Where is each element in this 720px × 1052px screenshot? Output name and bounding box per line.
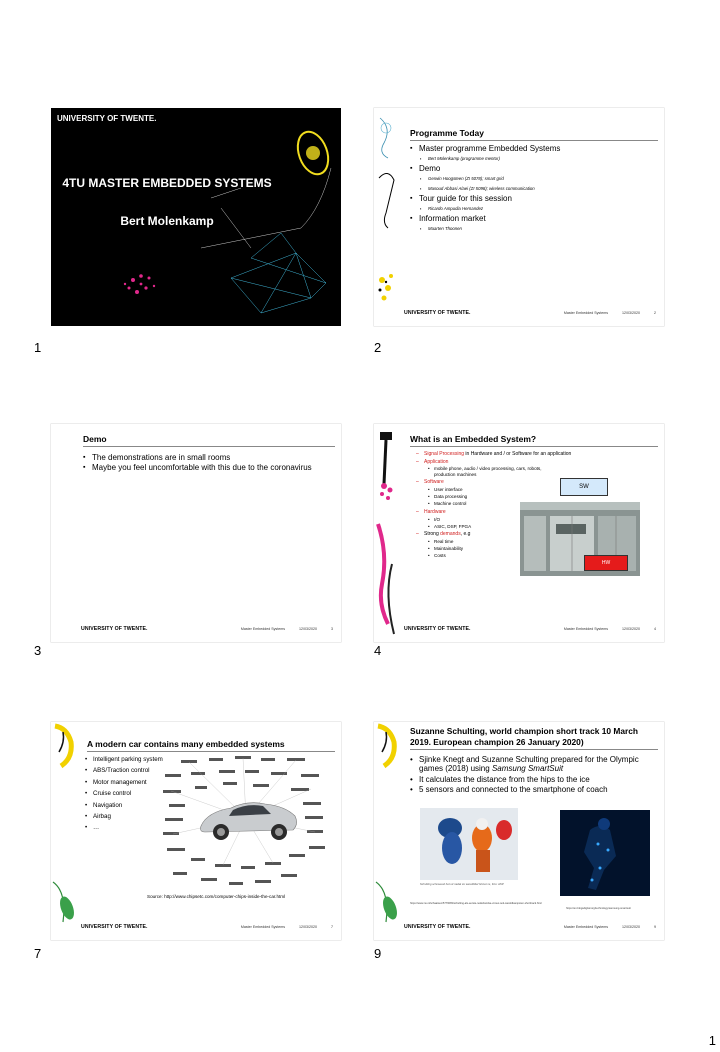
list-item: • Intelligent parking system xyxy=(85,754,165,765)
list-item: • ABS/Traction control xyxy=(85,765,165,776)
page-number: 1 xyxy=(708,1033,716,1048)
sub-item: • Maintainability xyxy=(410,545,660,552)
title-underline xyxy=(87,751,335,752)
car-systems-diagram xyxy=(161,754,331,894)
presentation-title: 4TU MASTER EMBEDDED SYSTEMS xyxy=(62,176,272,190)
source-url-1[interactable]: https://www.nu.nl/schaatsen/5776083/schulting-als-eerste-nederlandse-vrouw-ooit-wereldkampioen-shorttrack.html xyxy=(410,902,542,905)
slide-number: 2 xyxy=(374,340,382,355)
footer-page: 7 xyxy=(331,925,333,929)
slide-title: Demo xyxy=(83,434,107,444)
list-item: – Strong demands, e.g xyxy=(410,530,660,538)
demo-list xyxy=(83,453,313,473)
slide-footer xyxy=(404,924,656,934)
slide-1[interactable] xyxy=(51,108,341,326)
source-url-2[interactable]: https://en.blogsdigital.org/technology/samsung-smartsuit xyxy=(566,907,631,910)
list-item: • It calculates the distance from the hips to the ice xyxy=(410,775,660,785)
decoration-artwork xyxy=(51,722,81,940)
footer-date: 12/03/2020 xyxy=(299,925,317,929)
footer-date: 12/03/2020 xyxy=(622,311,640,315)
sub-item: • Machine control xyxy=(410,500,660,507)
sub-item: ▪ Maarten Thoonen xyxy=(410,224,660,234)
list-item: – Application xyxy=(410,458,660,466)
sub-item: ▪ Ricardo Ampudia Hernandez xyxy=(410,204,660,214)
list-item: • Sjinke Knegt and Suzanne Schulting prepared for the Olympic games (2018) using Samsung SmartSuit xyxy=(410,755,660,773)
list-item: • Airbag xyxy=(85,811,165,822)
smartsuit-list xyxy=(410,755,660,795)
sub-item: ▪ Bert Molenkamp (programme mentor) xyxy=(410,154,660,164)
highlight-text: Signal Processing xyxy=(424,451,465,457)
decoration-artwork xyxy=(374,108,404,326)
slide-title: A modern car contains many embedded systems xyxy=(87,739,285,749)
footer-logo: UNIVERSITY OF TWENTE. xyxy=(404,924,471,930)
slide-4[interactable] xyxy=(374,424,664,642)
slide-footer xyxy=(404,310,656,320)
list-item: • Cruise control xyxy=(85,788,165,799)
sub-item: ▪ Masoud Abbasi Alaei (ZI 5098); wireless communication xyxy=(410,184,660,194)
slide-2[interactable] xyxy=(374,108,664,326)
footer-course: Master Embedded Systems xyxy=(563,627,608,631)
slide-footer xyxy=(404,626,656,636)
slide-title: What is an Embedded System? xyxy=(410,434,537,444)
list-item: – Hardware xyxy=(410,508,660,516)
list-item: – Software xyxy=(410,478,660,486)
footer-date: 12/03/2020 xyxy=(622,925,640,929)
list-item: • … xyxy=(85,822,165,833)
list-item: • Navigation xyxy=(85,800,165,811)
slide-number: 9 xyxy=(374,946,382,961)
slide-3[interactable] xyxy=(51,424,341,642)
footer-course: Master Embedded Systems xyxy=(563,925,608,929)
footer-page: 9 xyxy=(654,925,656,929)
slide-number: 7 xyxy=(34,946,42,961)
slide-7[interactable] xyxy=(51,722,341,940)
sub-item: ▪ Gerwin Hoogsteen (ZI 5078); smart grid xyxy=(410,174,660,184)
footer-course: Master Embedded Systems xyxy=(240,627,285,631)
sub-item: • Data processing xyxy=(410,493,660,500)
slide-9[interactable] xyxy=(374,722,664,940)
list-item: ▪ Master programme Embedded Systems xyxy=(410,144,660,154)
slide-number: 4 xyxy=(374,643,382,658)
skaters-photo xyxy=(420,808,518,880)
slide-title: Programme Today xyxy=(410,128,485,138)
footer-date: 12/03/2020 xyxy=(622,627,640,631)
presenter-name: Bert Molenkamp xyxy=(120,214,214,228)
list-item: ▪ Demo xyxy=(410,164,660,174)
footer-page: 3 xyxy=(331,627,333,631)
sw-box: SW xyxy=(560,478,608,496)
sub-item: • I/O xyxy=(410,516,660,523)
photo-caption: Schulting schreeuwt het uit nadat ze wereldtitel binnen is, foto: ANP xyxy=(420,882,504,886)
footer-logo: UNIVERSITY OF TWENTE. xyxy=(81,924,148,930)
footer-page: 2 xyxy=(654,311,656,315)
programme-list xyxy=(410,144,660,234)
title-underline xyxy=(410,749,658,750)
slide-number: 1 xyxy=(34,340,42,355)
sub-item: • ASIC, DSP, FPGA xyxy=(410,523,660,530)
source-caption: Source: http://www.chipsetc.com/computer-chips-inside-the-car.html xyxy=(147,894,286,899)
sub-item: • Costs xyxy=(410,552,660,559)
footer-date: 12/03/2020 xyxy=(299,627,317,631)
sub-item: • Real time xyxy=(410,538,660,545)
footer-course: Master Embedded Systems xyxy=(240,925,285,929)
footer-logo: UNIVERSITY OF TWENTE. xyxy=(81,626,148,632)
hw-box: HW xyxy=(584,555,628,571)
list-item: ▪ The demonstrations are in small rooms xyxy=(83,453,313,463)
list-item: ▪ Information market xyxy=(410,214,660,224)
footer-course: Master Embedded Systems xyxy=(563,311,608,315)
slide-footer xyxy=(81,924,333,934)
list-item: – Signal Processing in Hardware and / or Software for an application xyxy=(410,450,660,458)
list-item: ▪ Maybe you feel uncomfortable with this due to the coronavirus xyxy=(83,463,313,473)
decoration-artwork xyxy=(374,424,404,642)
smartsuit-photo xyxy=(560,810,650,896)
sub-item: • mobile phone, audio / video processing, cars, robots, production machines xyxy=(410,466,544,478)
title-underline xyxy=(410,140,658,141)
slide-footer xyxy=(81,626,333,636)
slide-number: 3 xyxy=(34,643,42,658)
systems-list xyxy=(85,754,165,834)
sub-item: • User interface xyxy=(410,486,660,493)
list-item: • Motor management xyxy=(85,777,165,788)
title-underline xyxy=(410,446,658,447)
university-logo: UNIVERSITY OF TWENTE. xyxy=(57,114,157,123)
footer-logo: UNIVERSITY OF TWENTE. xyxy=(404,310,471,316)
list-item: ▪ Tour guide for this session xyxy=(410,194,660,204)
decoration-artwork xyxy=(374,722,404,940)
title-underline xyxy=(83,446,335,447)
footer-page: 4 xyxy=(654,627,656,631)
footer-logo: UNIVERSITY OF TWENTE. xyxy=(404,626,471,632)
slide-title: Suzanne Schulting, world champion short track 10 March 2019. European champion 26 January 2020) xyxy=(410,726,639,747)
list-item: • 5 sensors and connected to the smartphone of coach xyxy=(410,785,660,795)
